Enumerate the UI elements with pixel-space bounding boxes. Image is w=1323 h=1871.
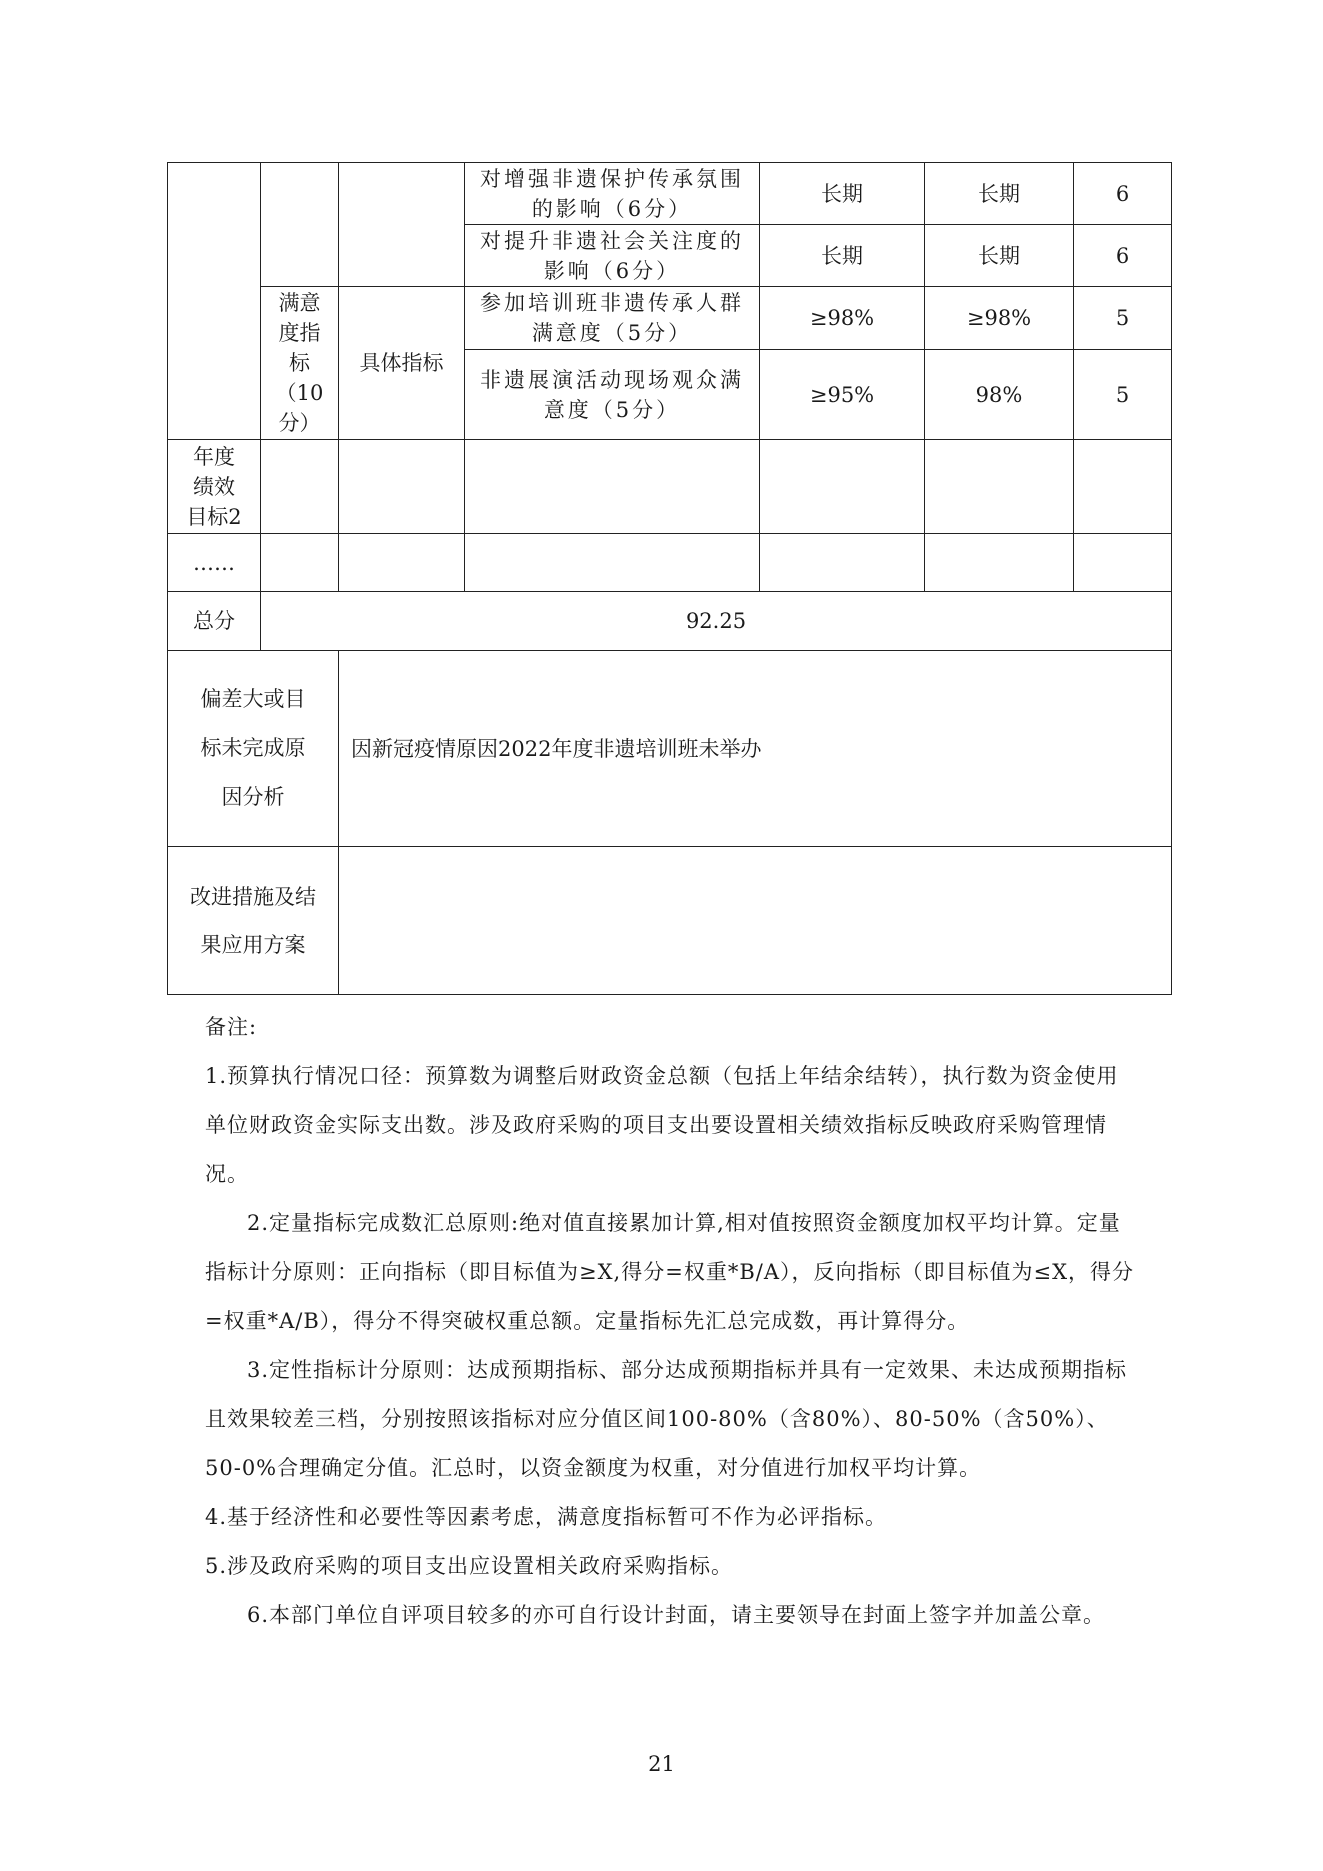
note-item: 2.定量指标完成数汇总原则:绝对值直接累加计算,相对值按照资金额度加权平均计算。定量指标计分原则：正向指标（即目标值为≥X,得分=权重*B/A），反向指标（即目标值为≤X，得分=权重*A/B），得分不得突破权重总额。定量指标先汇总完成数，再计算得分。 — [205, 1211, 1135, 1333]
improve-label-cell — [168, 847, 339, 995]
note-item: 6.本部门单位自评项目较多的亦可自行设计封面，请主要领导在封面上签字并加盖公章。 — [247, 1603, 1106, 1627]
specific-indicator-label: 具体指标 — [339, 287, 465, 440]
target-cell: ≥98% — [760, 287, 925, 350]
satisfaction-label: 满意度指标（10分） — [275, 291, 324, 435]
table-row — [168, 440, 1172, 534]
notes-section — [205, 1003, 1140, 1640]
score-cell: 6 — [1074, 163, 1172, 225]
table-row — [168, 534, 1172, 592]
empty-cell — [925, 440, 1074, 534]
note-item: 3.定性指标计分原则：达成预期指标、部分达成预期指标并具有一定效果、未达成预期指标且效果较差三档，分别按照该指标对应分值区间100-80%（含80%）、80-50%（含50%）、50-0%合理确定分值。汇总时，以资金额度为权重，对分值进行加权平均计算。 — [205, 1358, 1128, 1480]
score-cell: 5 — [1074, 350, 1172, 440]
empty-cell — [168, 163, 261, 440]
deviation-text: 因新冠疫情原因2022年度非遗培训班未举办 — [339, 651, 1172, 847]
empty-cell — [261, 440, 339, 534]
note-item: 4.基于经济性和必要性等因素考虑，满意度指标暂可不作为必评指标。 — [205, 1505, 888, 1529]
page-number: 21 — [648, 1752, 675, 1776]
notes-heading: 备注: — [205, 1015, 258, 1039]
empty-cell — [925, 534, 1074, 592]
table-row — [168, 592, 1172, 651]
performance-table — [167, 162, 1172, 995]
indicator-cell: 参加培训班非遗传承人群满意度（5分） — [465, 287, 760, 350]
actual-cell: ≥98% — [925, 287, 1074, 350]
improve-label: 改进措施及结果应用方案 — [190, 884, 316, 957]
empty-cell — [261, 534, 339, 592]
empty-cell — [261, 163, 339, 287]
empty-cell — [1074, 534, 1172, 592]
total-label: 总分 — [168, 592, 261, 651]
target-cell: 长期 — [760, 163, 925, 225]
ellipsis-cell: …… — [168, 534, 261, 592]
deviation-label-cell — [168, 651, 339, 847]
empty-cell — [339, 440, 465, 534]
improve-text — [339, 847, 1172, 995]
total-value: 92.25 — [261, 592, 1172, 651]
indicator-cell: 非遗展演活动现场观众满意度（5分） — [465, 350, 760, 440]
empty-cell — [465, 534, 760, 592]
empty-cell — [465, 440, 760, 534]
table-row — [168, 651, 1172, 847]
target-cell: 长期 — [760, 225, 925, 287]
actual-cell: 长期 — [925, 163, 1074, 225]
empty-cell — [760, 534, 925, 592]
indicator-cell: 对提升非遗社会关注度的影响（6分） — [465, 225, 760, 287]
actual-cell: 长期 — [925, 225, 1074, 287]
deviation-label: 偏差大或目标未完成原因分析 — [200, 687, 306, 809]
goal2-label-cell — [168, 440, 261, 534]
empty-cell — [760, 440, 925, 534]
note-item: 1.预算执行情况口径：预算数为调整后财政资金总额（包括上年结余结转），执行数为资金使用单位财政资金实际支出数。涉及政府采购的项目支出要设置相关绩效指标反映政府采购管理情况。 — [205, 1064, 1119, 1186]
empty-cell — [339, 534, 465, 592]
note-item: 5.涉及政府采购的项目支出应设置相关政府采购指标。 — [205, 1554, 734, 1578]
actual-cell: 98% — [925, 350, 1074, 440]
score-cell: 6 — [1074, 225, 1172, 287]
empty-cell — [339, 163, 465, 287]
table-row — [168, 287, 1172, 350]
table-row — [168, 163, 1172, 225]
indicator-cell: 对增强非遗保护传承氛围的影响（6分） — [465, 163, 760, 225]
table-row — [168, 847, 1172, 995]
empty-cell — [1074, 440, 1172, 534]
satisfaction-label-cell — [261, 287, 339, 440]
goal2-label: 年度绩效目标2 — [186, 444, 242, 529]
score-cell: 5 — [1074, 287, 1172, 350]
target-cell: ≥95% — [760, 350, 925, 440]
